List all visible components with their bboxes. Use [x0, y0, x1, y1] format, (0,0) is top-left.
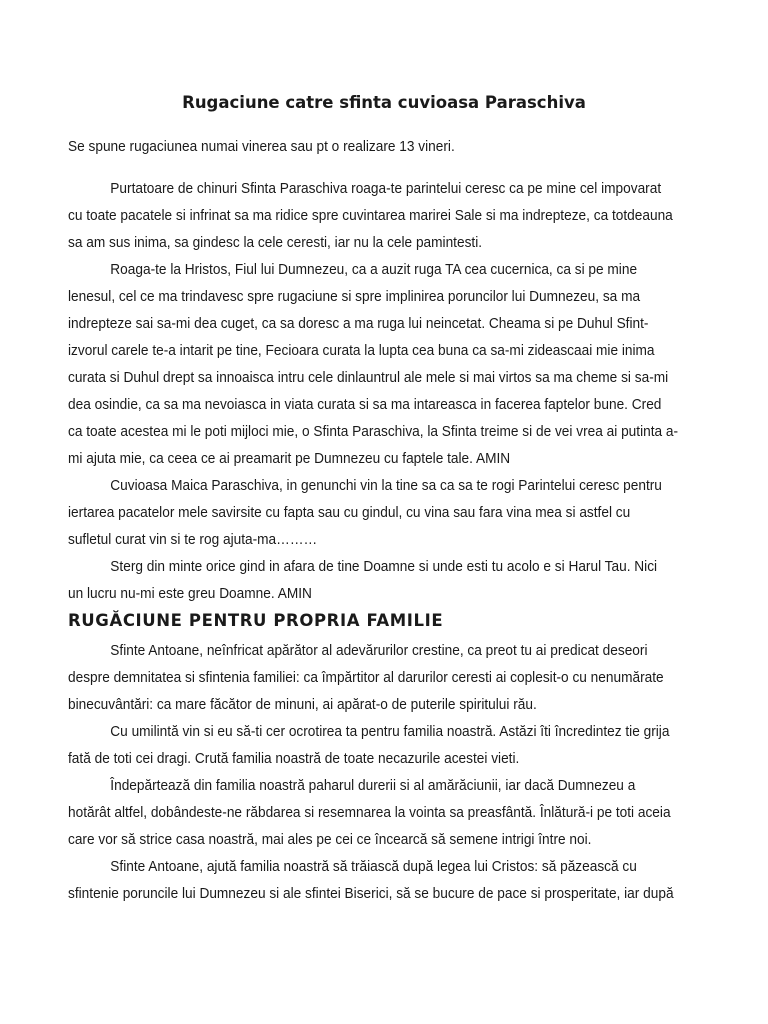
document-title: Rugaciune catre sfinta cuvioasa Paraschiva [182, 93, 586, 112]
text-line: Purtatoare de chinuri Sfinta Paraschiva roaga-te parintelui ceresc ca pe mine cel impovarat [110, 180, 662, 197]
text-line: Sterg din minte orice gind in afara de tine Doamne si unde esti tu acolo e si Harul Tau. Nici [110, 558, 658, 575]
text-line: cu toate pacatele si infrinat sa ma ridice spre cuvintarea marirei Sale si ma indrepteze, ca totdeauna [68, 207, 673, 224]
text-line: Cuvioasa Maica Paraschiva, in genunchi vin la tine sa ca sa te rogi Parintelui ceresc pentru [110, 477, 662, 494]
text-line: fată de toti cei dragi. Crută familia noastră de toate necazurile acestei vieti. [68, 750, 520, 767]
text-line: mi ajuta mie, ca ceea ce ai preamarit pe Dumnezeu cu faptele tale. AMIN [68, 450, 511, 467]
section-heading-family: RUGĂCIUNE PENTRU PROPRIA FAMILIE [68, 611, 444, 630]
text-line: sufletul curat vin si te rog ajuta-ma……… [68, 531, 318, 548]
text-line: Roaga-te la Hristos, Fiul lui Dumnezeu, ca a auzit ruga TA cea cucernica, ca si pe mine [110, 261, 638, 278]
text-line: Sfinte Antoane, neînfricat apărător al adevărurilor crestine, ca preot tu ai predicat deseori [110, 642, 648, 659]
text-line: Îndepărtează din familia noastră paharul durerii si al amărăciunii, iar dacă Dumnezeu a [110, 777, 636, 794]
prayer-family-body [68, 637, 674, 907]
text-line: ca toate acestea mi le poti mijloci mie, o Sfinta Paraschiva, la Sfinta treime si de vei vrea ai putinta a- [68, 423, 679, 440]
text-line: indrepteze sai sa-mi dea cuget, ca sa doresc a ma ruga lui neincetat. Cheama si pe Duhul Sfint- [68, 315, 649, 332]
text-line: dea osindie, ca sa ma nevoiasca in viata curata si sa ma intareasca in facerea faptelor bune. Cred [68, 396, 662, 413]
text-line: un lucru nu-mi este greu Doamne. AMIN [68, 585, 312, 602]
text-line: sa am sus inima, sa gindesc la cele ceresti, iar nu la cele pamintesti. [68, 234, 483, 251]
text-line: care vor să strice casa noastră, mai ales pe cei ce încearcă să semene intrigi între noi. [68, 831, 592, 848]
text-line: hotărât altfel, dobândeste-ne răbdarea si resemnarea la vointa sa preasfântă. Înlătură-i pe toti aceia [68, 804, 671, 821]
text-line: despre demnitatea si sfintenia familiei: ca împărtitor al darurilor ceresti ai coplesit-o cu nenumărate [68, 669, 664, 686]
text-line: izvorul carele te-a intarit pe tine, Fecioara curata la lupta cea buna ca sa-mi zideascaai mie inima [68, 342, 655, 359]
prayer-paraschiva-body [68, 175, 678, 607]
prayer-note: Se spune rugaciunea numai vinerea sau pt o realizare 13 vineri. [68, 138, 455, 155]
text-line: Cu umilintă vin si eu să-ti cer ocrotirea ta pentru familia noastră. Astăzi îti încredintez tie grija [110, 723, 670, 740]
text-line: Sfinte Antoane, ajută familia noastră să trăiască după legea lui Cristos: să păzească cu [110, 858, 637, 875]
text-line: lenesul, cel ce ma trindavesc spre rugaciune si spre implinirea poruncilor lui Dumnezeu, sa ma [68, 288, 641, 305]
text-line: binecuvântări: ca mare făcător de minuni, ai apărat-o de puterile spiritului rău. [68, 696, 537, 713]
text-line: curata si Duhul drept sa innoaisca intru cele dinlauntrul ale mele si mai virtos sa ma cheme si sa-mi [68, 369, 669, 386]
text-line: sfintenie poruncile lui Dumnezeu si ale sfintei Biserici, să se bucure de pace si prosperitate, iar după [68, 885, 674, 902]
text-line: iertarea pacatelor mele savirsite cu fapta sau cu gindul, cu vina sau fara vina mea si astfel cu [68, 504, 631, 521]
